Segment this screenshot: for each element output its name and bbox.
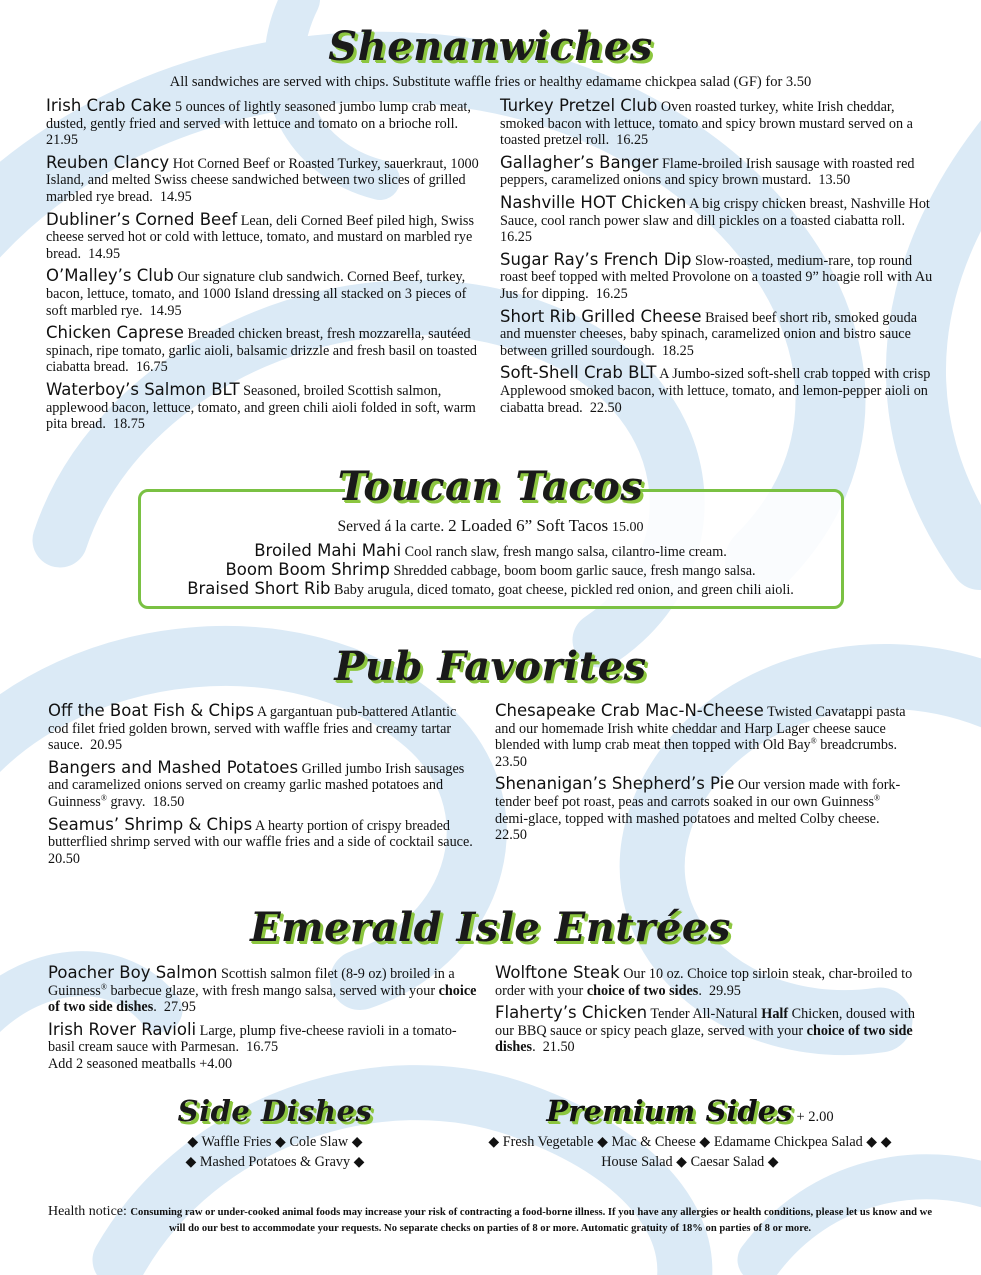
pub-left-column: [48, 701, 478, 871]
taco-item: [0, 541, 981, 562]
taco-item: [0, 579, 981, 600]
premium-sides-list: [430, 1132, 950, 1172]
registered-mark: ®: [874, 793, 881, 803]
item-desc: barbecue glaze, with fresh mango salsa, served with your: [110, 982, 436, 999]
entrees-left-column: [48, 963, 478, 1077]
premium-sides-line: ◆ Fresh Vegetable ◆ Mac & Cheese ◆ Edamame Chickpea Salad ◆ ◆: [488, 1134, 892, 1150]
premium-sides-line: House Salad ◆ Caesar Salad ◆: [601, 1154, 779, 1170]
item-name: Dubliner’s Corned Beef: [46, 209, 238, 229]
item-desc: demi-glace, topped with mashed potatoes and melted Colby cheese.: [495, 810, 880, 827]
item-desc: Our 10 oz. Choice top sirloin steak, char-broiled to order with your: [495, 966, 913, 999]
registered-mark: ®: [100, 793, 107, 803]
menu-item: Poacher Boy Salmon Scottish salmon filet (8-9 oz) broiled in a Guinness® barbecue glaze, with fresh mango salsa, served with your choice of two side dishes. 27.95: [48, 963, 477, 1016]
item-name: Irish Rover Ravioli: [48, 1019, 197, 1039]
item-price: 23.50: [495, 753, 527, 770]
pub-right-column: [495, 701, 915, 848]
item-price: 18.25: [661, 342, 694, 359]
item-name: O’Malley’s Club: [46, 266, 174, 286]
item-desc: Hot Corned Beef or Roasted Turkey, sauerkraut, 1000 Island, and melted Swiss cheese sandwiched between two slices of grilled marbled rye bread.: [46, 155, 479, 205]
item-desc: Flame-broiled Irish sausage with roasted red peppers, caramelized onions and spicy brown mustard.: [500, 155, 915, 189]
item-name: Turkey Pretzel Club: [500, 96, 658, 115]
shenanwiches-left-column: [46, 96, 482, 437]
item-price: 16.75: [135, 359, 168, 376]
menu-item: [46, 323, 482, 376]
premium-sides-title: Premium Sides: [546, 1094, 793, 1128]
item-name: Braised Short Rib: [187, 579, 331, 598]
item-desc: gravy.: [110, 793, 146, 810]
item-name: Gallagher’s Banger: [500, 152, 659, 172]
menu-item: [500, 153, 936, 189]
item-desc: Braised beef short rib, smoked gouda and muenster cheeses, baby spinach, caramelized onion and bistro sauce between grilled sourdough.: [500, 309, 918, 359]
item-price: 18.50: [152, 793, 185, 810]
side-dishes-line: ◆ Mashed Potatoes & Gravy ◆: [185, 1154, 365, 1170]
item-price: 27.95: [163, 999, 196, 1016]
item-desc: breadcrumbs.: [820, 737, 898, 754]
item-desc: A big crispy chicken breast, Nashville Hot Sauce, cool ranch power slaw and dill pickles on a toasted ciabatta roll.: [500, 195, 930, 229]
menu-item: [495, 774, 915, 843]
tacos-title: Toucan Tacos: [337, 463, 644, 510]
menu-item: [46, 96, 482, 149]
item-price: 22.50: [495, 827, 527, 844]
tacos-served-line: [0, 516, 981, 537]
menu-item: [495, 701, 915, 770]
menu-item: [46, 210, 482, 263]
item-desc: Scottish salmon filet (8-9 oz) broiled in a Guinness: [48, 966, 455, 999]
item-price: 22.50: [589, 399, 622, 416]
item-price: 29.95: [708, 982, 741, 999]
item-name: Off the Boat Fish & Chips: [48, 701, 255, 720]
item-price: 20.95: [90, 737, 123, 754]
item-emphasis: choice of two side dishes: [495, 1022, 913, 1056]
shenanwiches-title: Shenanwiches: [328, 23, 653, 70]
item-desc: Seasoned, broiled Scottish salmon, applewood bacon, lettuce, tomato, and green chili aioli folded in soft, warm pita bread.: [46, 382, 476, 433]
item-desc: Shredded cabbage, boom boom garlic sauce, fresh mango salsa.: [393, 563, 756, 579]
premium-sides-price: + 2.00: [796, 1109, 834, 1125]
item-desc: Twisted Cavatappi pasta and our homemade Irish white cheddar and Harp Lager cheese sauce blended with lump crab meat then topped with Old Bay: [495, 704, 906, 754]
item-desc: Chicken, doused with our BBQ sauce or spicy peach glaze, served with your: [495, 1006, 915, 1039]
item-price: 16.75: [246, 1039, 279, 1056]
item-desc: Oven roasted turkey, white Irish cheddar, smoked bacon with lettuce, tomato and spicy brown mustard served on a toasted pretzel roll.: [500, 99, 913, 149]
menu-item: [48, 701, 478, 754]
item-desc: Our version made with fork-tender beef pot roast, peas and carrots soaked in our own Guinness: [495, 777, 901, 810]
premium-sides-heading: [430, 1094, 950, 1128]
item-name: Waterboy’s Salmon BLT: [46, 379, 240, 399]
item-name: Boom Boom Shrimp: [225, 560, 390, 579]
health-notice-text: Consuming raw or under-cooked animal foods may increase your risk of contracting a food-borne illness. If you have any allergies or health conditions, please let us know and we will do our best to accommodate your requests. No separate checks on parties of 8 or more. Automatic gratuity of 18% on parties of 8 or more.: [130, 1207, 933, 1234]
item-price: 13.50: [818, 172, 851, 189]
menu-item: [500, 363, 936, 416]
side-dishes-title: Side Dishes: [177, 1094, 373, 1128]
item-name: Seamus’ Shrimp & Chips: [48, 814, 253, 834]
item-name: Chicken Caprese: [46, 323, 184, 343]
item-desc: Cool ranch slaw, fresh mango salsa, cilantro-lime cream.: [404, 544, 727, 560]
item-name: Sugar Ray’s French Dip: [500, 249, 692, 269]
item-price: 18.75: [112, 416, 145, 433]
item-price: 16.25: [616, 132, 649, 149]
health-notice-label: Health notice:: [47, 1204, 127, 1219]
item-name: Reuben Clancy: [46, 152, 170, 172]
item-desc: Baby arugula, diced tomato, goat cheese, pickled red onion, and green chili aioli.: [334, 582, 794, 598]
taco-item: [0, 560, 981, 581]
side-dishes-line: ◆ Waffle Fries ◆ Cole Slaw ◆: [187, 1134, 363, 1150]
item-price: 14.95: [159, 188, 192, 205]
item-emphasis: Half: [761, 1006, 789, 1023]
registered-mark: ®: [100, 981, 107, 991]
item-desc: Our signature club sandwich. Corned Beef, turkey, bacon, lettuce, tomato, and 1000 Island dressing all stacked on 3 pieces of soft marbled rye.: [46, 269, 467, 319]
item-price: 16.25: [500, 229, 532, 246]
item-desc: A hearty portion of crispy breaded butterflied shrimp served with our waffle fries and a side of cocktail sauce.: [48, 817, 473, 851]
menu-item: [46, 266, 482, 319]
item-price: 21.50: [542, 1039, 575, 1056]
item-desc: Lean, deli Corned Beef piled high, Swiss cheese served hot or cold with lettuce, tomato, and mustard on marbled rye bread.: [46, 212, 474, 262]
entrees-title: Emerald Isle Entrées: [250, 904, 731, 951]
item-name: Irish Crab Cake: [46, 96, 172, 115]
item-name: Shenanigan’s Shepherd’s Pie: [495, 774, 735, 794]
item-name: Nashville HOT Chicken: [500, 192, 687, 212]
item-price: 21.95: [46, 132, 78, 149]
menu-item: [48, 1020, 478, 1056]
item-name: Chesapeake Crab Mac-N-Cheese: [495, 701, 764, 720]
item-desc: Breaded chicken breast, fresh mozzarella, sautéed spinach, ripe tomato, garlic aioli, balsamic drizzle and fresh basil on toasted ciabatta bread.: [46, 326, 478, 376]
item-desc: 5 ounces of lightly seasoned jumbo lump crab meat, dusted, gently fried and served with lettuce and tomato on a brioche roll.: [46, 99, 471, 132]
item-name: Poacher Boy Salmon: [48, 963, 218, 982]
menu-item: [500, 307, 936, 360]
item-name: Broiled Mahi Mahi: [254, 541, 402, 560]
health-notice: [40, 1204, 940, 1236]
item-price: 20.50: [48, 850, 80, 867]
item-name: Soft-Shell Crab BLT: [500, 363, 657, 383]
item-desc: Slow-roasted, medium-rare, top round roast beef topped with melted Provolone on a toasted 9” hoagie roll with Au Jus for dipping.: [500, 252, 933, 302]
menu-item: [500, 96, 936, 149]
menu-item: [500, 193, 936, 246]
tacos-served: Served á la carte.: [337, 518, 445, 535]
menu-item: Wolftone Steak Our 10 oz. Choice top sirloin steak, char-broiled to order with your choice of two sides. 29.95: [495, 963, 913, 999]
tacos-loaded: 2 Loaded 6” Soft Tacos: [448, 516, 609, 535]
item-emphasis: choice of two side dishes: [48, 982, 477, 1016]
item-desc: A gargantuan pub-battered Atlantic cod filet fried golden brown, served with waffle fries and creamy tartar sauce.: [48, 704, 457, 754]
item-name: Short Rib Grilled Cheese: [500, 306, 702, 326]
item-desc: A Jumbo-sized soft-shell crab topped with crisp Applewood smoked bacon, with lettuce, tomato, and lemon-pepper aioli on ciabatta bread.: [500, 366, 931, 416]
tacos-price: 15.00: [611, 520, 644, 535]
menu-item: [48, 758, 478, 811]
item-name: Wolftone Steak: [495, 963, 620, 982]
menu-item: [46, 380, 482, 433]
item-desc: Grilled jumbo Irish sausages and caramelized onions served on creamy garlic mashed potatoes and Guinness: [48, 760, 465, 810]
menu-item: [48, 815, 478, 868]
menu-item: [46, 153, 482, 206]
item-desc: Large, plump five-cheese ravioli in a tomato-basil cream sauce with Parmesan.: [48, 1022, 457, 1056]
item-price: 16.25: [595, 285, 628, 302]
pub-title: Pub Favorites: [334, 643, 647, 690]
shenanwiches-right-column: [500, 96, 936, 420]
item-name: Flaherty’s Chicken: [495, 1003, 648, 1023]
menu-item: Flaherty’s Chicken Tender All-Natural Half Chicken, doused with our BBQ sauce or spicy peach glaze, served with your choice of two side dishes. 21.50: [495, 1003, 915, 1056]
item-price: 14.95: [149, 302, 182, 319]
entrees-right-column: [495, 963, 915, 1060]
item-emphasis: choice of two sides: [586, 982, 699, 999]
item-addon: Add 2 seasoned meatballs +4.00: [48, 1055, 233, 1072]
item-desc: Tender All-Natural: [650, 1006, 758, 1023]
side-dishes-list: [130, 1132, 420, 1172]
item-price: 14.95: [88, 245, 121, 262]
registered-mark: ®: [810, 736, 817, 746]
item-name: Bangers and Mashed Potatoes: [48, 757, 299, 777]
menu-item: [500, 250, 936, 303]
shenanwiches-subtitle: All sandwiches are served with chips. Substitute waffle fries or healthy edamame chickpea salad (GF) for 3.50: [169, 74, 812, 90]
